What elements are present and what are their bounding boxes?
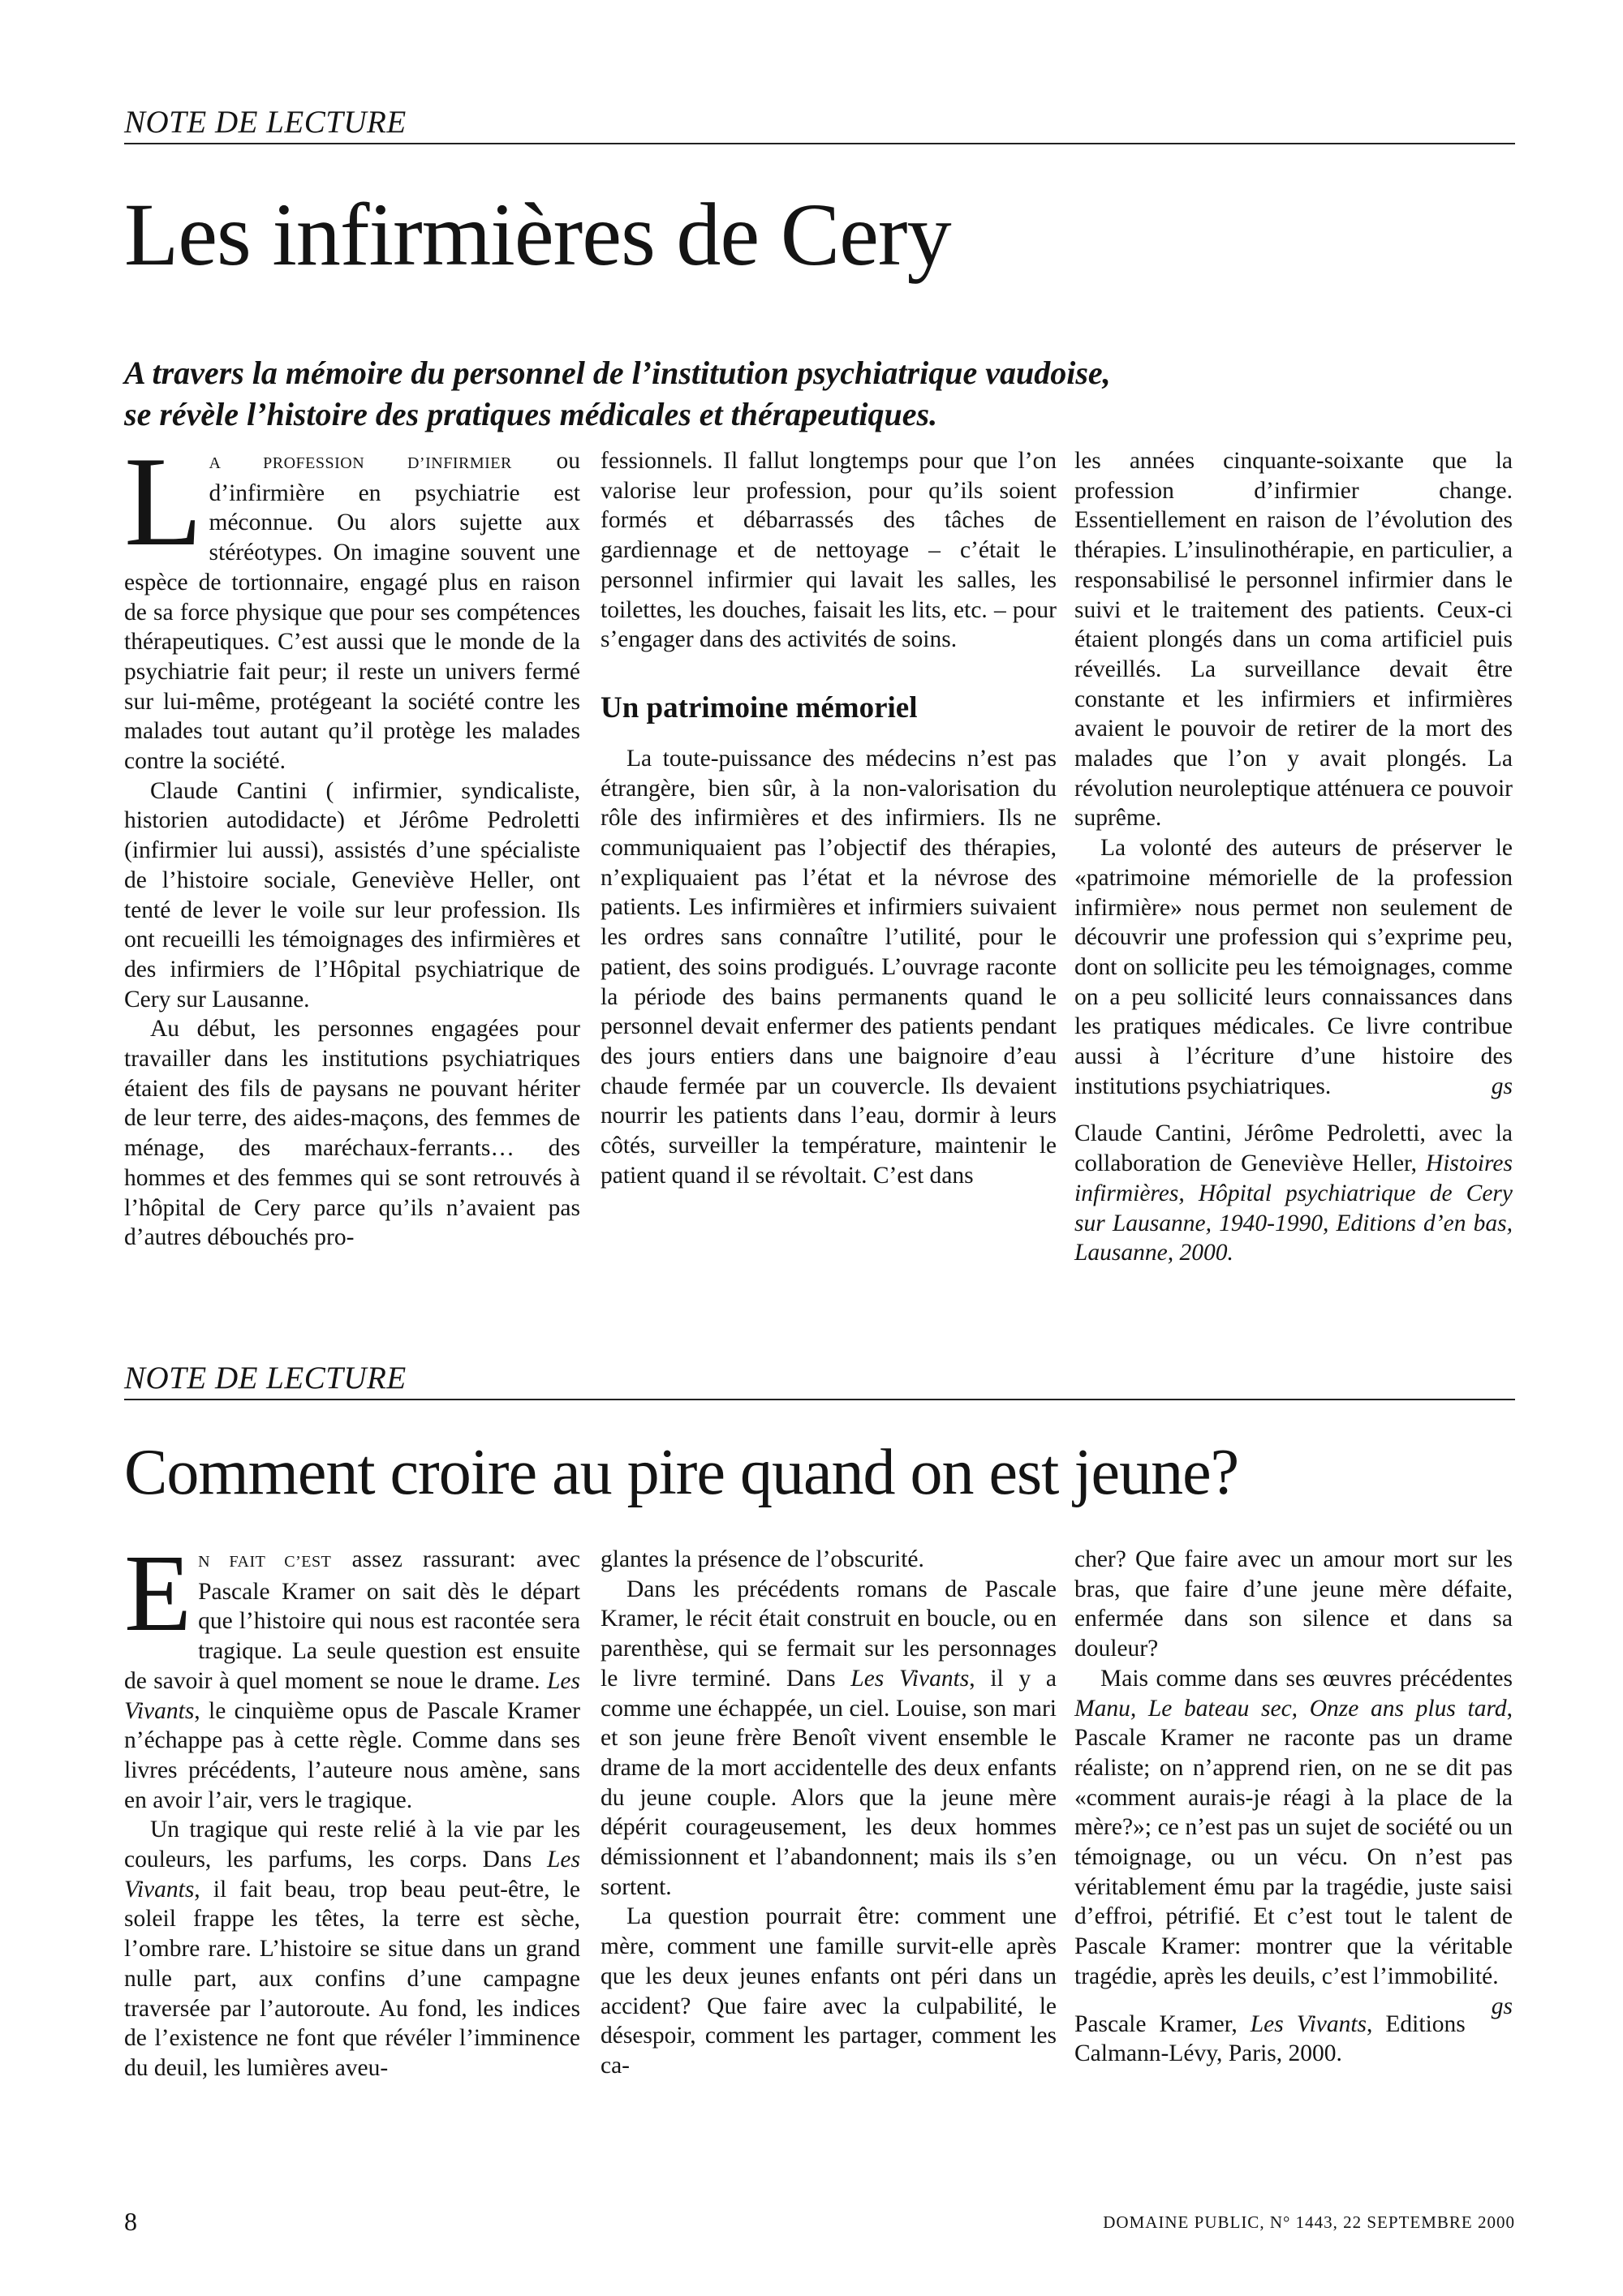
drop-cap: L — [124, 431, 203, 573]
book-reference — [1074, 2010, 1513, 2069]
paragraph — [1074, 833, 1513, 1101]
paragraph: glantes la présence de l’obscurité. — [601, 1546, 924, 1572]
deck-line: A travers la mémoire du personnel de l’institution psychiatrique vaudoise, — [124, 355, 1111, 391]
paragraph-text: , il fait beau, trop beau peut-être, le soleil frappe les têtes, la terre est sèche, l’ombre rare. L’histoire se situe dans un grand nulle part, aux confins d’une campagne traversée par l’autoroute. Au fond, les indices de l’existence ne font que révéler l’imminence du deuil, les lumières aveu- — [124, 1876, 580, 2081]
paragraph-text: assez rassurant: avec Pascale Kramer on sait dès le départ que l’histoire qui nous est racontée sera tragique. La seule question est ensuite de savoir à quel moment se noue le drame. — [124, 1546, 580, 1694]
paragraph-text: , il y a comme une échappée, un ciel. Louise, son mari et son jeune frère Benoît vivent ensemble le drame de la mort accidentelle des deux enfants du jeune couple. Alors que la jeune mère dépérit courageusement, les deux hommes démissionnent et l’abandonnent; mais ils s’en sortent. — [601, 1665, 1057, 1900]
paragraph-text: La volonté des auteurs de préserver le «patrimoine mémorielle de la profession infirmière» nous permet non seulement de découvrir une profession qui s’exprime peu, dont on sollicite peu les témoignages, comme on a peu sollicité leurs connaissances dans les pratiques médicales. Ce livre contribue aussi à l’écriture d’une histoire des institutions psychiatriques. — [1074, 835, 1513, 1099]
paragraph — [124, 1533, 580, 1815]
article-title: Comment croire au pire quand on est jeune? — [124, 1437, 1239, 1508]
paragraph: Au début, les personnes engagées pour travailler dans les institutions psychiatriques étaient des fils de paysans ne pouvant hériter de leur terre, des aides-maçons, des femmes de ménage, des maréchaux-ferrants… des hommes et des femmes qui se sont retrouvés à l’hôpital de Cery parce qu’ils n’avaient pas d’autres débouchés pro- — [124, 1016, 580, 1251]
paragraph — [124, 1815, 580, 2083]
drop-cap: E — [124, 1533, 192, 1654]
book-titles: Manu, Le bateau sec, Onze ans plus tard — [1074, 1695, 1507, 1722]
paragraph — [124, 431, 580, 776]
paragraph-text: Un tragique qui reste relié à la vie par les couleurs, les parfums, les corps. Dans — [124, 1817, 580, 1873]
reference-text: Pascale Kramer, — [1074, 2010, 1251, 2037]
paragraph: cher? Que faire avec un amour mort sur les bras, que faire d’une jeune mère défaite, enfermée dans son silence et dans sa douleur? — [1074, 1546, 1513, 1662]
paragraph-text: ou d’infirmière en psychiatrie est méconnue. Ou alors sujette aux stéréotypes. On imagine souvent une espèce de tortionnaire, engagé plus en raison de sa force physique que pour ses compétences thérapeutiques. C’est aussi que le monde de la psychiatrie fait peur; il reste un univers fermé sur lui-même, protégeant la société contre les malades tout autant qu’il protège les malades contre la société. — [124, 448, 580, 775]
paragraph: Claude Cantini ( infirmier, syndicaliste, historien autodidacte) et Jérôme Pedroletti (infirmier lui aussi), assistés d’une spécialiste de l’histoire sociale, Geneviève Heller, ont tenté de lever le voile sur leur profession. Ils ont recueilli les témoignages des infirmières et des infirmiers de l’Hôpital psychiatrique de Cery sur Lausanne. — [124, 777, 580, 1013]
article-column-3 — [1074, 446, 1513, 1268]
small-caps-lead: N FAIT C’EST — [198, 1553, 332, 1571]
book-title: Les Vivants — [124, 1667, 580, 1724]
section-kicker: NOTE DE LECTURE — [124, 1361, 407, 1395]
paragraph: La toute-puissance des médecins n’est pas étrangère, bien sûr, à la non-valorisation du rôle des infirmières et des infirmiers. Ils ne communiquaient pas l’objectif des thérapies, n’expliquaient pas l’état et la névrose des patients. Les infirmières et infirmiers suivaient les ordres sans connaître l’utilité, pour le patient, des soins prodigués. L’ouvrage raconte la période des bains permanents quand le personnel devait enfermer des patients pendant des jours entiers dans une baignoire d’eau chaude fermée par un couvercle. Ils devaient nourrir les patients dans l’eau, dormir à leurs côtés, surveiller la température, maintenir le patient quand il se révoltait. C’est dans — [601, 745, 1057, 1189]
article-title: Les infirmières de Cery — [124, 185, 951, 284]
book-title: Les Vivants — [850, 1665, 970, 1692]
publication-info: DOMAINE PUBLIC, N° 1443, 22 SEPTEMBRE 2000 — [1103, 2212, 1515, 2232]
deck-line: se révèle l’histoire des pratiques médicales et thérapeutiques. — [124, 396, 938, 432]
article-column-1 — [124, 431, 580, 1253]
paragraph: fessionnels. Il fallut longtemps pour que l’on valorise leur profession, pour qu’ils soient formés et débarrassés des tâches de gardiennage et de nettoyage – c’était le personnel infirmier qui lavait les salles, les toilettes, les douches, faisait les lits, etc. – pour s’engager dans des activités de soins. — [601, 448, 1057, 653]
section-kicker: NOTE DE LECTURE — [124, 105, 407, 140]
paragraph: La question pourrait être: comment une mère, comment une famille survit-elle après que les deux jeunes enfants ont péri dans un accident? Que faire avec la culpabilité, le désespoir, comment les partager, comment les ca- — [601, 1903, 1057, 2079]
reference-title: Les Vivants — [1250, 2010, 1367, 2037]
article-column-2 — [601, 1545, 1057, 2081]
article-column-2 — [601, 446, 1057, 1190]
paragraph — [601, 1575, 1057, 1903]
kicker-rule — [124, 1399, 1515, 1400]
reference-title: Histoires infirmières, Hôpital psychiatrique de Cery sur Lausanne, 1940-1990, Editions d’en bas, Lausanne, 2000. — [1074, 1150, 1513, 1266]
author-signature: gs — [1491, 1073, 1513, 1099]
small-caps-lead: A PROFESSION D’INFIRMIER — [209, 454, 512, 472]
kicker-rule — [124, 143, 1515, 144]
book-reference — [1074, 1119, 1513, 1268]
book-title: Les Vivants — [124, 1847, 580, 1903]
paragraph-text: Dans les précédents romans de Pascale Kramer, le récit était construit en boucle, ou en parenthèse, qui se fermait sur les personnages le livre terminé. Dans — [601, 1576, 1057, 1692]
paragraph-text: , le cinquième opus de Pascale Kramer n’échappe pas à cette règle. Comme dans ses livres précédents, l’auteure nous amène, sans en avoir l’air, vers le tragique. — [124, 1697, 580, 1813]
author-signature: gs — [1491, 1993, 1513, 2019]
article-deck — [124, 352, 1520, 435]
page-number: 8 — [124, 2207, 137, 2236]
reference-text: Claude Cantini, Jérôme Pedroletti, avec la collaboration de Geneviève Heller, — [1074, 1120, 1513, 1177]
reference-text: , Editions Calmann-Lévy, Paris, 2000. — [1074, 2010, 1466, 2067]
subheading: Un patrimoine mémoriel — [601, 690, 918, 724]
paragraph: les années cinquante-soixante que la profession d’infirmier change. Essentiellement en raison de l’évolution des thérapies. L’insulinothérapie, en particulier, a responsabilisé le personnel infirmier dans le suivi et le traitement des patients. Ceux-ci étaient plongés dans un coma artificiel puis réveillés. La surveillance devait être constante et les infirmiers et infirmières avaient le pouvoir de retirer de la mort des malades que l’on y avait plongés. La révolution neuroleptique atténuera ce pouvoir suprême. — [1074, 448, 1513, 832]
paragraph — [1074, 1664, 1513, 2019]
article-column-1 — [124, 1533, 580, 2083]
paragraph-text: , Pascale Kramer ne raconte pas un drame réaliste; on n’apprend rien, on ne se dit pas «comment aurais-je réagi à la place de la mère?»; ce n’est pas un sujet de société ou un témoignage, ou un vécu. On n’est pas véritablement ému par la tragédie, juste saisi d’effroi, pétrifié. Et c’est tout le talent de Pascale Kramer: montrer que la véritable tragédie, après les deuils, c’est l’immobilité. — [1074, 1695, 1513, 1989]
paragraph-text: Mais comme dans ses œuvres précédentes — [1100, 1665, 1513, 1692]
article-column-3 — [1074, 1545, 1513, 2069]
